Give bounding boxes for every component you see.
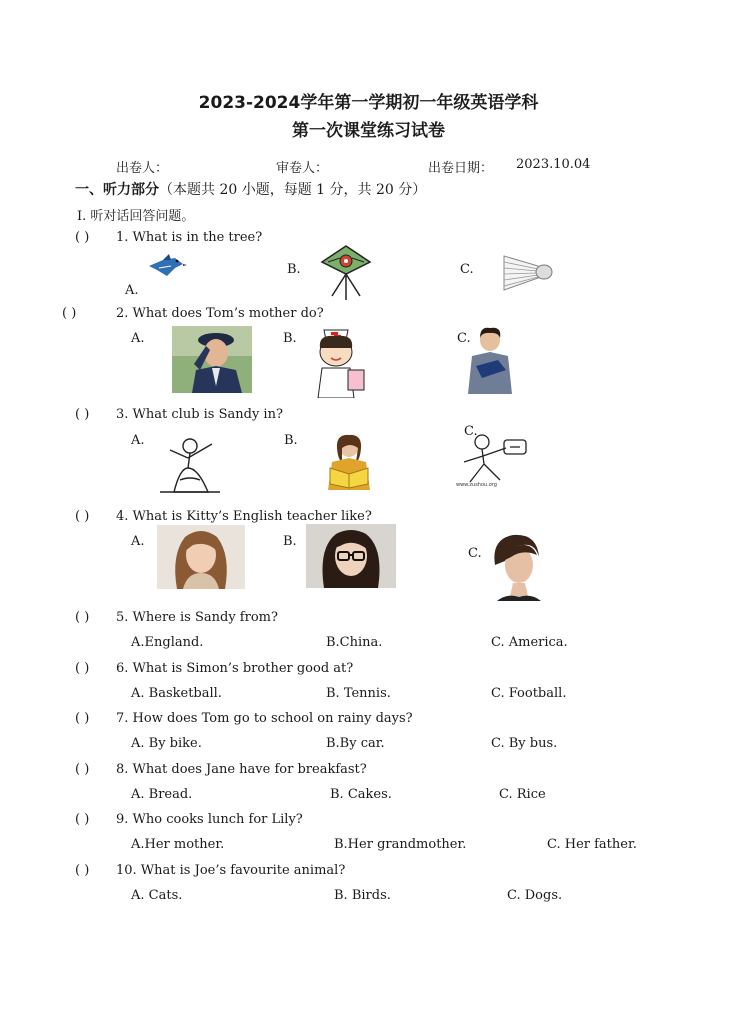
exam-title-line1: 2023-2024学年第一学期初一年级英语学科 — [198, 93, 539, 113]
q3-text: 3. What club is Sandy in? — [116, 407, 283, 422]
q4-option-c[interactable]: C. — [468, 546, 482, 561]
q7-option-c[interactable]: C. By bus. — [491, 736, 558, 751]
exam-title-line2: 第一次课堂练习试卷 — [292, 121, 445, 141]
q3-option-a[interactable]: A. — [131, 433, 145, 448]
section-note: （本题共 20 小题，每题 1 分，共 20 分） — [159, 182, 427, 198]
q1-option-a[interactable]: A. — [125, 283, 139, 298]
q5-option-c[interactable]: C. America. — [491, 635, 568, 650]
q7-option-a[interactable]: A. By bike. — [131, 736, 202, 751]
q4-option-a[interactable]: A. — [131, 534, 145, 549]
q7-paren[interactable]: ( ) — [75, 711, 90, 726]
setter-label: 出卷人： — [116, 161, 169, 176]
q6-text: 6. What is Simon’s brother good at? — [116, 661, 354, 676]
q2-paren[interactable]: ( ) — [62, 306, 77, 321]
shuttlecock-picture — [498, 250, 554, 296]
q8-option-a[interactable]: A. Bread. — [131, 787, 193, 802]
q3-option-c[interactable]: C. — [464, 424, 478, 439]
part-title: I. 听对话回答问题。 — [77, 209, 195, 224]
q6-paren[interactable]: ( ) — [75, 661, 90, 676]
q2-option-c[interactable]: C. — [457, 331, 471, 346]
q1-option-b[interactable]: B. — [287, 262, 301, 277]
q2-text: 2. What does Tom’s mother do? — [116, 306, 324, 321]
robot-drawing-picture — [450, 434, 534, 488]
q9-option-c[interactable]: C. Her father. — [547, 837, 637, 852]
q6-option-b[interactable]: B. Tennis. — [326, 686, 391, 701]
q9-text: 9. Who cooks lunch for Lily? — [116, 812, 303, 827]
q6-option-c[interactable]: C. Football. — [491, 686, 567, 701]
q5-paren[interactable]: ( ) — [75, 610, 90, 625]
q4-paren[interactable]: ( ) — [75, 509, 90, 524]
q10-text: 10. What is Joe’s favourite animal? — [116, 863, 346, 878]
bird-picture — [145, 252, 187, 280]
glasses-teacher-picture — [306, 524, 396, 588]
q2-option-b[interactable]: B. — [283, 331, 297, 346]
police-officer-picture — [172, 326, 252, 393]
q8-option-c[interactable]: C. Rice — [499, 787, 546, 802]
nurse-picture — [298, 322, 374, 398]
date-value: 2023.10.04 — [516, 157, 591, 172]
q10-option-c[interactable]: C. Dogs. — [507, 888, 563, 903]
reading-girl-picture — [320, 432, 378, 490]
q4-option-b[interactable]: B. — [283, 534, 297, 549]
q5-option-b[interactable]: B.China. — [326, 635, 383, 650]
q8-option-b[interactable]: B. Cakes. — [330, 787, 392, 802]
reviewer-label: 审卷人： — [276, 161, 329, 176]
q5-text: 5. Where is Sandy from? — [116, 610, 278, 625]
q6-option-a[interactable]: A. Basketball. — [131, 686, 222, 701]
long-hair-teacher-picture — [157, 525, 245, 589]
q2-option-a[interactable]: A. — [131, 331, 145, 346]
short-hair-teacher-picture — [483, 531, 549, 601]
q10-paren[interactable]: ( ) — [75, 863, 90, 878]
section-heading — [75, 179, 426, 199]
kite-picture — [318, 244, 374, 302]
q1-text: 1. What is in the tree? — [116, 230, 263, 245]
q5-option-a[interactable]: A.England. — [131, 635, 204, 650]
q7-text: 7. How does Tom go to school on rainy days? — [116, 711, 413, 726]
q3-paren[interactable]: ( ) — [75, 407, 90, 422]
q10-option-a[interactable]: A. Cats. — [131, 888, 183, 903]
q8-paren[interactable]: ( ) — [75, 762, 90, 777]
q9-option-b[interactable]: B.Her grandmother. — [334, 837, 467, 852]
svg-text:www.zushou.org: www.zushou.org — [456, 482, 497, 488]
q1-option-c[interactable]: C. — [460, 262, 474, 277]
q4-text: 4. What is Kitty’s English teacher like? — [116, 509, 372, 524]
section-title: 一、听力部分 — [75, 182, 159, 198]
q9-option-a[interactable]: A.Her mother. — [131, 837, 225, 852]
dancer-drawing-picture — [150, 436, 230, 494]
q3-option-b[interactable]: B. — [284, 433, 298, 448]
q1-paren[interactable]: ( ) — [75, 230, 90, 245]
q7-option-b[interactable]: B.By car. — [326, 736, 385, 751]
businesswoman-picture — [458, 326, 522, 394]
q9-paren[interactable]: ( ) — [75, 812, 90, 827]
q10-option-b[interactable]: B. Birds. — [334, 888, 391, 903]
q8-text: 8. What does Jane have for breakfast? — [116, 762, 367, 777]
date-label: 出卷日期： — [428, 161, 494, 176]
